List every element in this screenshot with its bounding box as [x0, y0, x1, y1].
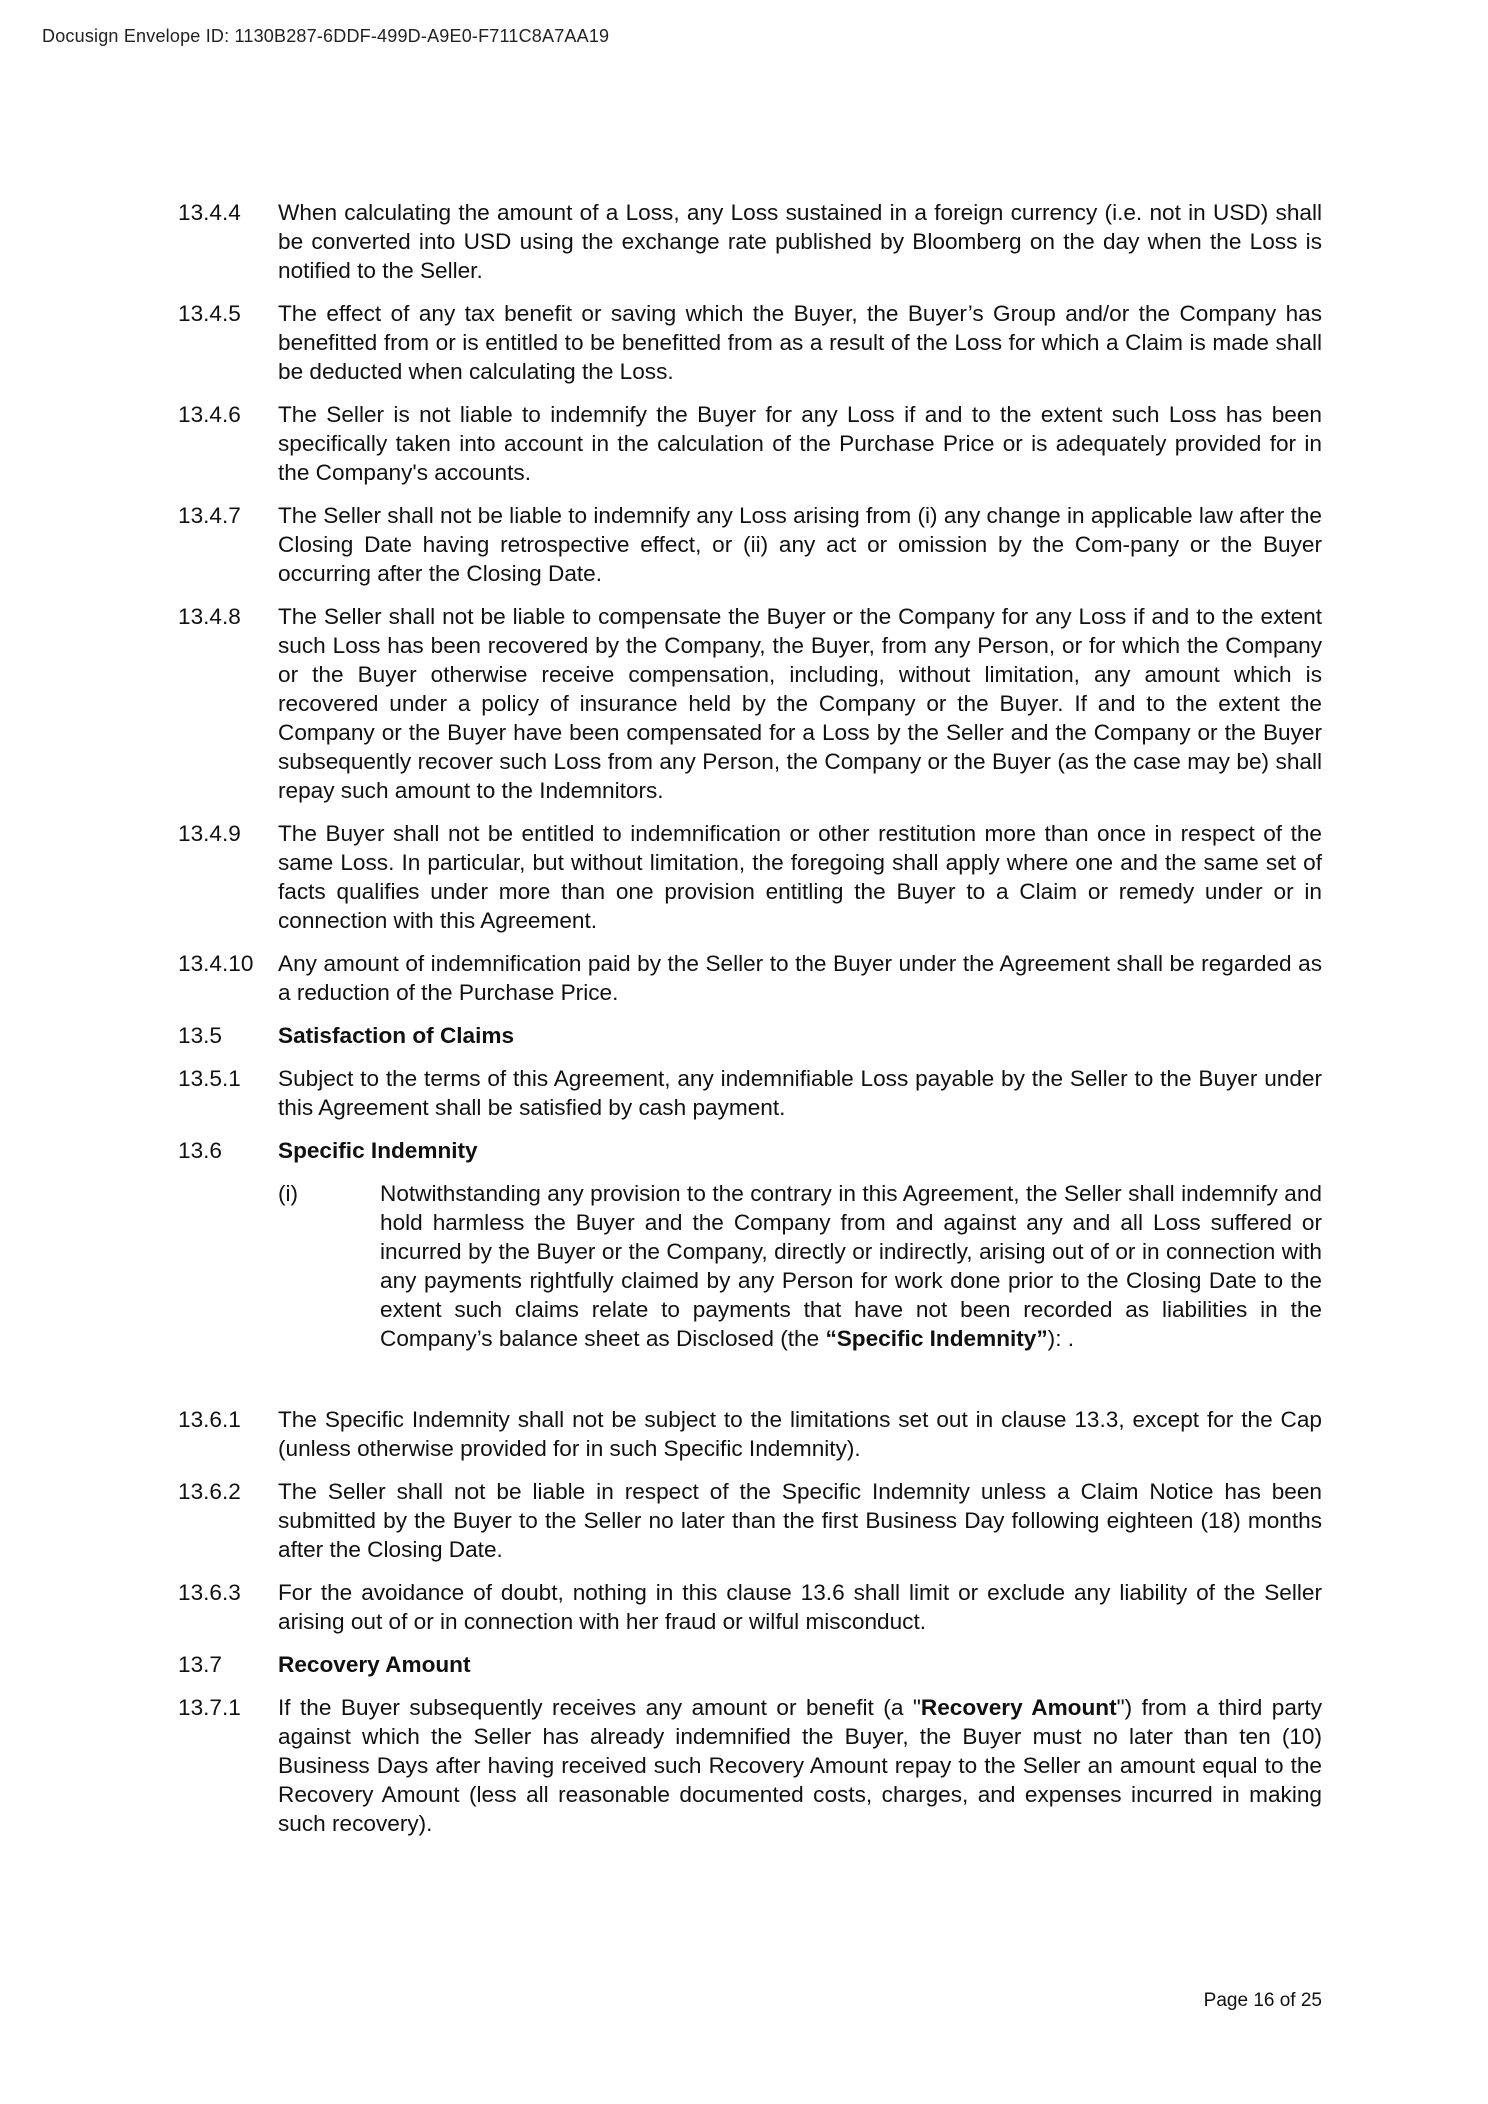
clause-number: 13.4.4: [178, 200, 241, 225]
clause-number: 13.6.2: [178, 1479, 241, 1504]
spacer: [178, 1367, 1322, 1405]
clause-13-5-1: [178, 1064, 1322, 1122]
clause-text: [278, 1693, 1322, 1838]
clause-text: The Buyer shall not be entitled to indemnification or other restitution more than once in respect of the same Loss. In particular, but without limitation, the foregoing shall apply where one and the same set of facts qualifies under more than one provision entitling the Buyer to a Claim or remedy under or in connection with this Agreement.: [278, 821, 1322, 933]
clause-number: 13.4.9: [178, 821, 241, 846]
clause-13-4-6: [178, 400, 1322, 487]
clause-number: 13.7.1: [178, 1695, 241, 1720]
clause-13-4-5: [178, 299, 1322, 386]
clause-text: Subject to the terms of this Agreement, any indemnifiable Loss payable by the Seller to the Buyer under this Agreement shall be satisfied by cash payment.: [278, 1066, 1322, 1120]
clause-body: If the Buyer subsequently receives any amount or benefit (a ": [278, 1695, 921, 1720]
clause-text: The effect of any tax benefit or saving which the Buyer, the Buyer’s Group and/or the Company has benefitted from or is entitled to be benefitted from as a result of the Loss for which a Claim is made shall be deducted when calculating the Loss.: [278, 301, 1322, 384]
subclause-i: [278, 1179, 1322, 1353]
clause-text: Any amount of indemnification paid by the Seller to the Buyer under the Agreement shall be regarded as a reduction of the Purchase Price.: [278, 951, 1322, 1005]
clause-text: The Specific Indemnity shall not be subject to the limitations set out in clause 13.3, except for the Cap (unless otherwise provided for in such Specific Indemnity).: [278, 1407, 1322, 1461]
clause-number: 13.4.8: [178, 604, 241, 629]
section-title: Specific Indemnity: [278, 1138, 478, 1163]
clause-text: The Seller is not liable to indemnify the Buyer for any Loss if and to the extent such Loss has been specifically taken into account in the calculation of the Purchase Price or is adequately provided for in the Company's accounts.: [278, 402, 1322, 485]
page-number: Page 16 of 25: [1203, 1990, 1322, 2011]
document-body: [178, 198, 1322, 1852]
clause-number: 13.4.6: [178, 402, 241, 427]
clause-number: 13.4.5: [178, 301, 241, 326]
clause-13-7-1: [178, 1693, 1322, 1838]
clause-text: For the avoidance of doubt, nothing in this clause 13.6 shall limit or exclude any liability of the Seller arising out of or in connection with her fraud or wilful misconduct.: [278, 1580, 1322, 1634]
clause-text: When calculating the amount of a Loss, any Loss sustained in a foreign currency (i.e. not in USD) shall be converted into USD using the exchange rate published by Bloomberg on the day when the Loss is notified to the Seller.: [278, 200, 1322, 283]
clause-13-4-4: [178, 198, 1322, 285]
defined-term: Recovery Amount: [920, 1695, 1117, 1720]
subclause-number: (i): [278, 1181, 299, 1206]
clause-number: 13.5: [178, 1023, 222, 1048]
clause-13-4-7: [178, 501, 1322, 588]
subclause-text: [380, 1179, 1322, 1353]
clause-number: 13.7: [178, 1652, 222, 1677]
clause-number: 13.6: [178, 1138, 222, 1163]
section-heading-13-6: [178, 1136, 1322, 1165]
clause-number: 13.4.10: [178, 951, 254, 976]
envelope-id: Docusign Envelope ID: 1130B287-6DDF-499D-A9E0-F711C8A7AA19: [42, 26, 610, 46]
clause-13-6-1: [178, 1405, 1322, 1463]
section-title: Satisfaction of Claims: [278, 1023, 515, 1048]
clause-number: 13.4.7: [178, 503, 241, 528]
clause-text: The Seller shall not be liable to indemnify any Loss arising from (i) any change in applicable law after the Closing Date having retrospective effect, or (ii) any act or omission by the Com-pany or the Buyer occurring after the Closing Date.: [278, 503, 1322, 586]
clause-number: 13.6.3: [178, 1580, 241, 1605]
clause-tail: ") from a third party against which the Seller has already indemnified the Buyer, the Buyer must no later than ten (10) Business Days after having received such Recovery Amount repay to the Seller an amount equal to the Recovery Amount (less all reasonable documented costs, charges, and expenses incurred in making such recovery).: [278, 1695, 1323, 1836]
clause-text: The Seller shall not be liable to compensate the Buyer or the Company for any Loss if and to the extent such Loss has been recovered by the Company, the Buyer, from any Person, or for which the Company or the Buyer otherwise receive compensation, including, without limitation, any amount which is recovered under a policy of insurance held by the Company or the Buyer. If and to the extent the Company or the Buyer have been compensated for a Loss by the Seller and the Company or the Buyer subsequently recover such Loss from any Person, the Company or the Buyer (as the case may be) shall repay such amount to the Indemnitors.: [278, 604, 1322, 803]
clause-13-4-9: [178, 819, 1322, 935]
clause-number: 13.6.1: [178, 1407, 241, 1432]
subclause-body: Notwithstanding any provision to the contrary in this Agreement, the Seller shall indemnify and hold harmless the Buyer and the Company from and against any and all Loss suffered or incurred by the Buyer or the Company, directly or indirectly, arising out of or in connection with any payments rightfully claimed by any Person for work done prior to the Closing Date to the extent such claims relate to payments that have not been recorded as liabilities in the Company’s balance sheet as Disclosed (the: [380, 1181, 1322, 1351]
section-heading-13-5: [178, 1021, 1322, 1050]
clause-13-4-10: [178, 949, 1322, 1007]
clause-number: 13.5.1: [178, 1066, 241, 1091]
clause-13-6-2: [178, 1477, 1322, 1564]
clause-text: The Seller shall not be liable in respect of the Specific Indemnity unless a Claim Notice has been submitted by the Buyer to the Seller no later than the first Business Day following eighteen (18) months after the Closing Date.: [278, 1479, 1322, 1562]
clause-13-4-8: [178, 602, 1322, 805]
clause-13-6-3: [178, 1578, 1322, 1636]
defined-term: “Specific Indemnity”: [825, 1326, 1048, 1351]
section-title: Recovery Amount: [278, 1652, 471, 1677]
subclause-tail: ): .: [1047, 1326, 1075, 1351]
section-heading-13-7: [178, 1650, 1322, 1679]
